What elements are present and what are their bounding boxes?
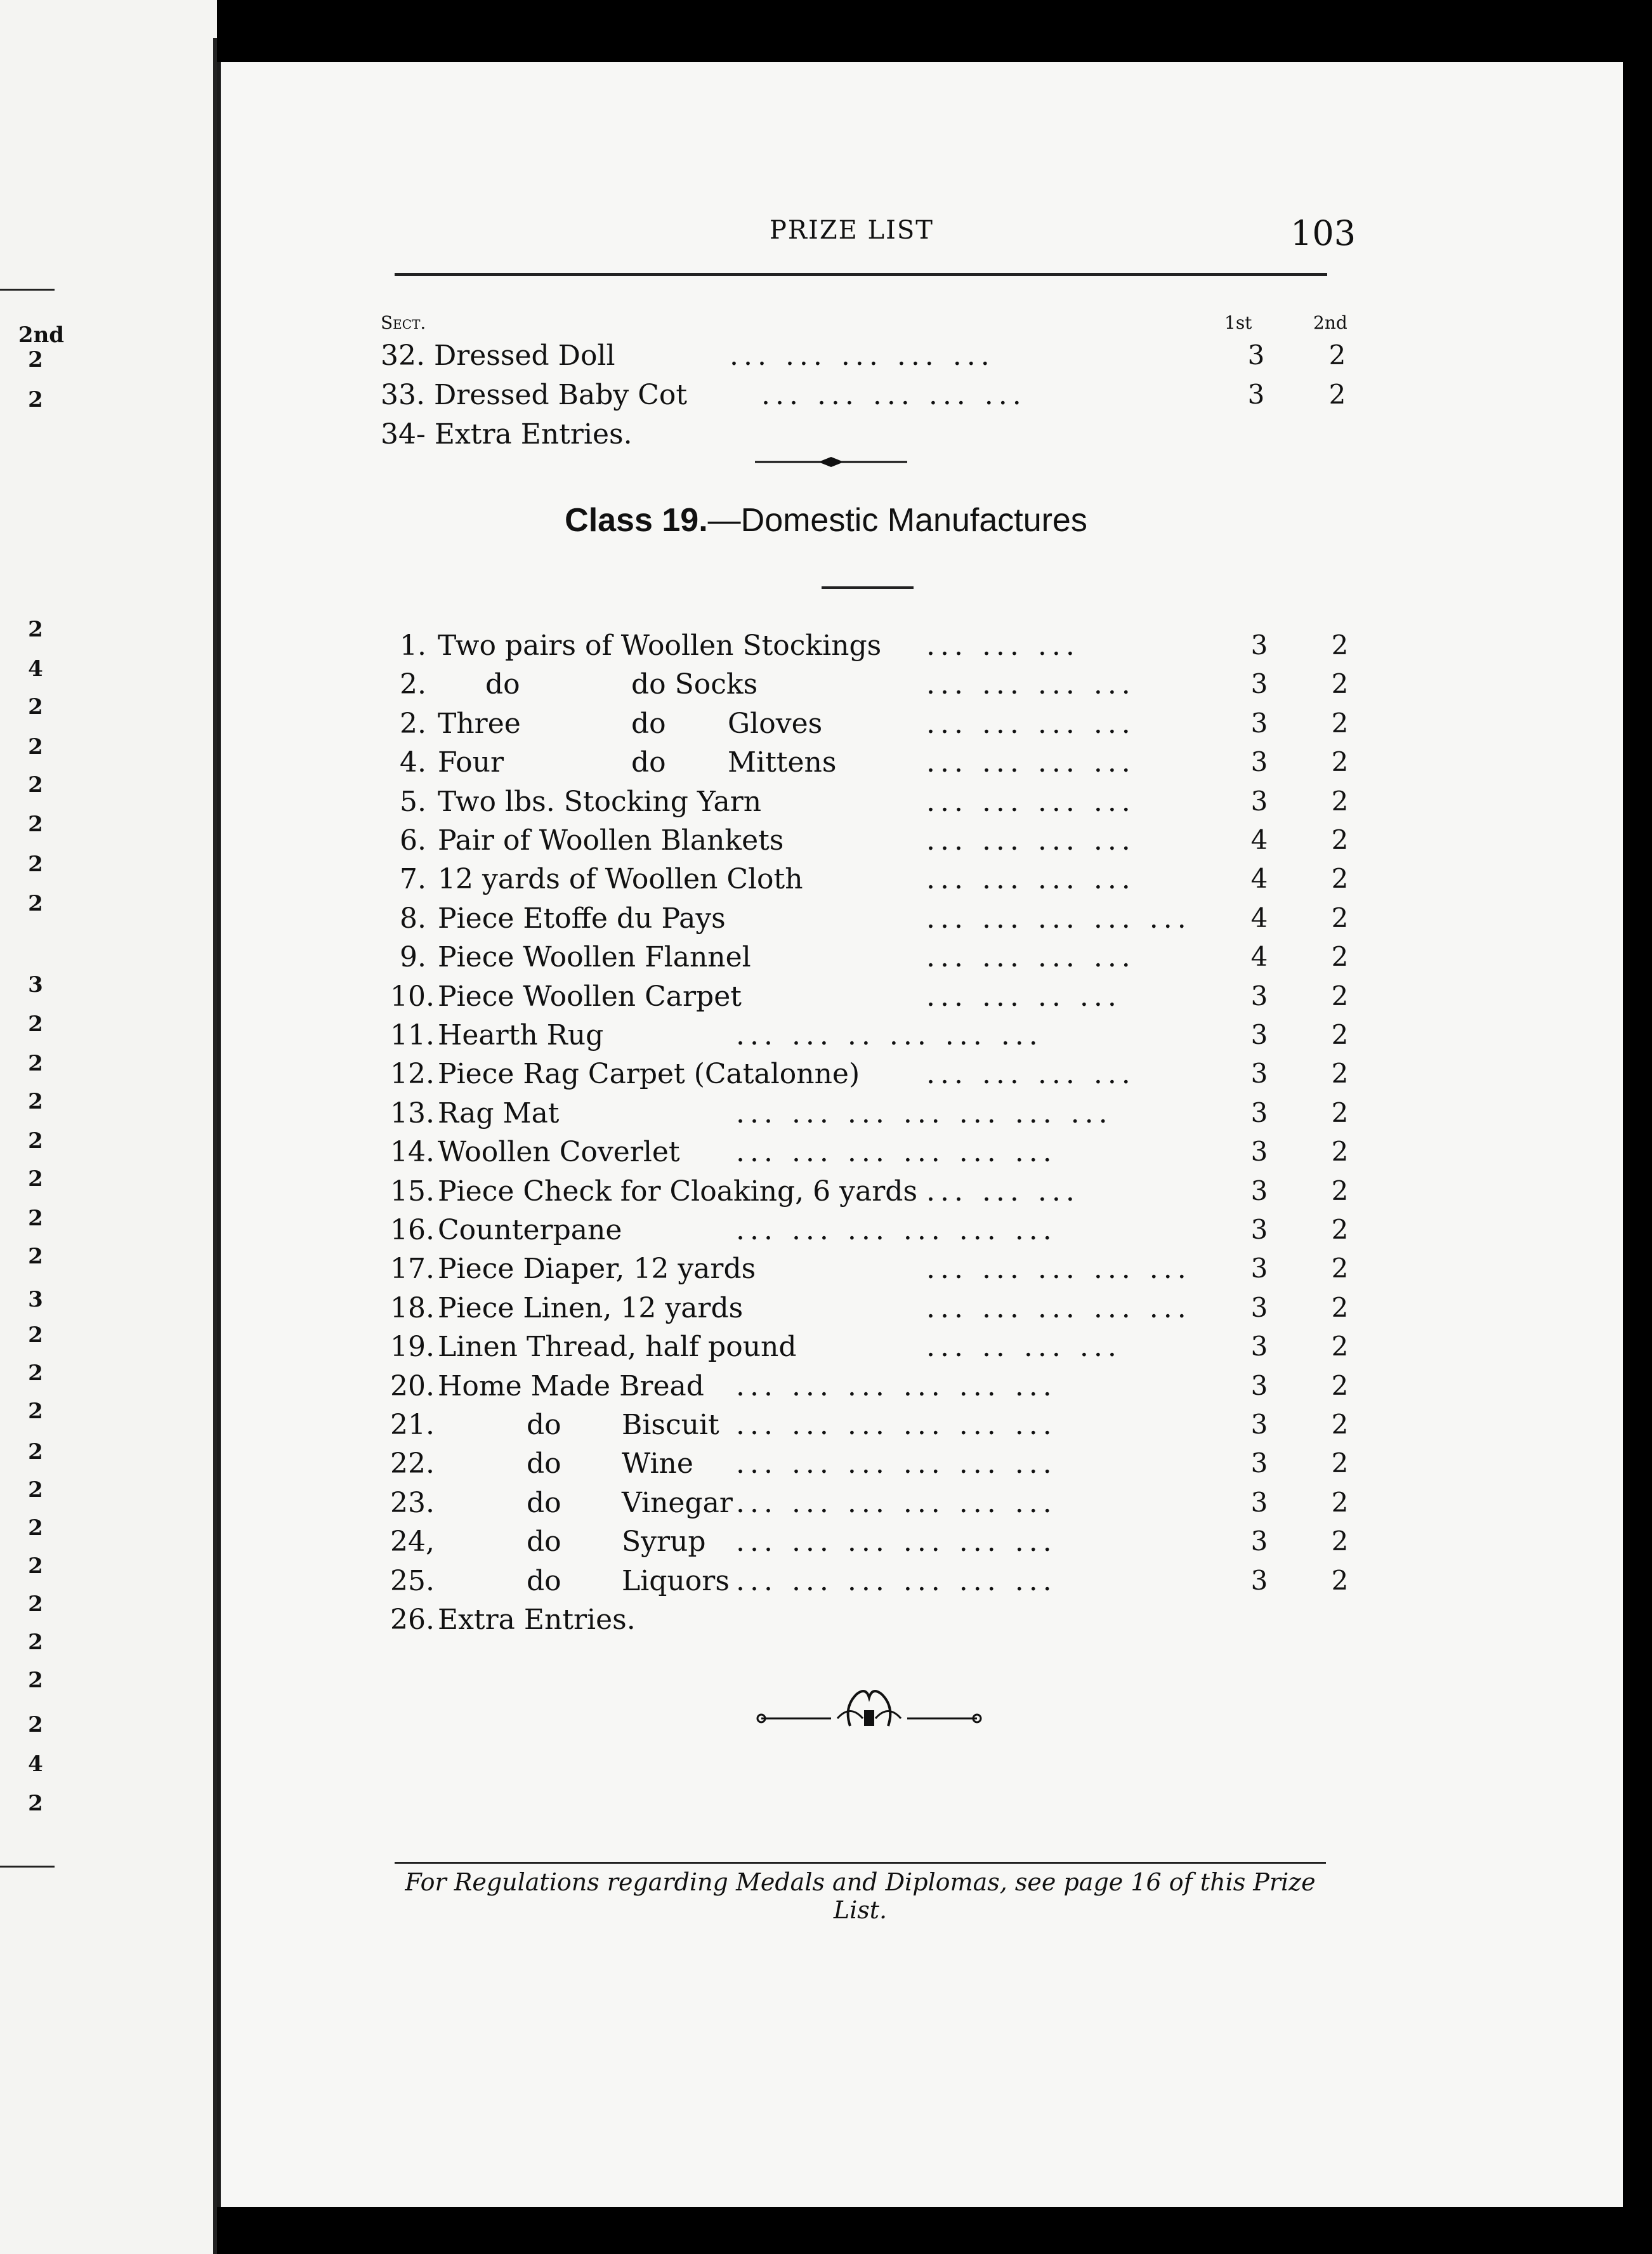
strip-value: 2 bbox=[28, 1630, 43, 1655]
prize-first: 3 bbox=[1250, 1291, 1268, 1323]
item-number: 1. bbox=[400, 629, 426, 662]
strip-value: 2 bbox=[28, 1089, 43, 1114]
table-row bbox=[381, 1370, 1364, 1408]
strip-value: 2 bbox=[28, 1206, 43, 1231]
strip-value: 2 bbox=[28, 1399, 43, 1424]
strip-value: 2 bbox=[28, 1166, 43, 1192]
prize-first: 4 bbox=[1250, 824, 1268, 855]
table-row bbox=[381, 1097, 1364, 1135]
table-row bbox=[381, 668, 1364, 706]
item-number: 25. bbox=[390, 1564, 435, 1597]
item-name: Hearth Rug bbox=[438, 1019, 604, 1051]
item-number: 14. bbox=[390, 1136, 435, 1169]
table-row bbox=[381, 1331, 1364, 1369]
item-leader-dots: ... ... ... ... bbox=[926, 824, 1136, 857]
strip-value: 3 bbox=[28, 1287, 43, 1312]
prize-second: 2 bbox=[1331, 1291, 1349, 1323]
item-leader-dots: ... ... ... ... ... ... bbox=[736, 1409, 1057, 1441]
item-leader-dots: ... ... ... ... bbox=[926, 941, 1136, 974]
prize-second: 2 bbox=[1331, 707, 1349, 739]
prize-first: 3 bbox=[1250, 1447, 1268, 1479]
prize-second: 2 bbox=[1331, 1369, 1349, 1401]
prize-first: 3 bbox=[1250, 1409, 1268, 1440]
item-text: 33. Dressed Baby Cot bbox=[381, 379, 688, 411]
strip-value: 2 bbox=[28, 1244, 43, 1269]
divider-ornament bbox=[755, 454, 907, 470]
item-leader-dots: ... ... ... bbox=[926, 629, 1080, 662]
item-ditto: do bbox=[527, 1486, 561, 1519]
strip-value: 2 bbox=[28, 1322, 43, 1348]
item-number: 21. bbox=[390, 1409, 435, 1441]
table-row bbox=[381, 1214, 1364, 1252]
prize-first: 3 bbox=[1250, 1058, 1268, 1090]
strip-value: 4 bbox=[28, 656, 43, 682]
item-leader-dots: ... ... ... ... ... ... bbox=[736, 1564, 1057, 1597]
prize-first: 3 bbox=[1250, 1486, 1268, 1518]
item-name: Three bbox=[438, 707, 521, 740]
table-row bbox=[381, 746, 1364, 784]
item-leader-dots: ... ... .. ... bbox=[926, 980, 1122, 1013]
item-name: Woollen Coverlet bbox=[438, 1136, 680, 1169]
strip-value: 2 bbox=[28, 1592, 43, 1617]
prize-first: 4 bbox=[1250, 902, 1268, 933]
item-number: 9. bbox=[400, 941, 426, 974]
strip-value: 4 bbox=[28, 1751, 43, 1777]
item-leader-dots: ... ... ... ... ... ... bbox=[736, 1486, 1057, 1519]
prize-first: 3 bbox=[1250, 1136, 1268, 1168]
item-type: Vinegar bbox=[622, 1486, 733, 1519]
prize-second: 2 bbox=[1331, 1058, 1349, 1090]
prize-second: 2 bbox=[1331, 1486, 1349, 1518]
left-page-strip bbox=[0, 0, 217, 2254]
item-number: 5. bbox=[400, 785, 426, 818]
strip-value: 2 bbox=[28, 891, 43, 916]
item-number: 7. bbox=[400, 863, 426, 896]
table-row bbox=[381, 1019, 1364, 1057]
item-leader-dots: ... ... ... ... ... ... ... bbox=[736, 1097, 1113, 1130]
item-name: Piece Diaper, 12 yards bbox=[438, 1253, 756, 1286]
strip-value: 2 bbox=[28, 852, 43, 877]
table-row bbox=[381, 1253, 1364, 1291]
item-number: 17. bbox=[390, 1253, 435, 1286]
column-header-second: 2nd bbox=[1313, 312, 1347, 333]
item-name: 12 yards of Woollen Cloth bbox=[438, 863, 803, 896]
prize-second: 2 bbox=[1331, 1214, 1349, 1245]
prize-second: 2 bbox=[1331, 1409, 1349, 1440]
item-number: 12. bbox=[390, 1058, 435, 1091]
strip-value: 2 bbox=[28, 1553, 43, 1579]
item-leader-dots: ... ... ... ... bbox=[926, 668, 1136, 701]
table-row bbox=[381, 1058, 1364, 1096]
table-row bbox=[381, 1604, 1364, 1642]
item-type: Syrup bbox=[622, 1526, 706, 1559]
table-row bbox=[381, 786, 1364, 824]
table-row bbox=[381, 1136, 1364, 1174]
column-header-first: 1st bbox=[1224, 312, 1252, 333]
prize-second: 2 bbox=[1328, 339, 1346, 371]
prize-first: 3 bbox=[1250, 668, 1268, 700]
strip-value: 2 bbox=[28, 1051, 43, 1076]
table-row bbox=[381, 1175, 1364, 1213]
item-leader-dots: ... ... ... ... ... bbox=[730, 339, 995, 372]
strip-column-heading: 2nd bbox=[18, 322, 65, 348]
item-type: Mittens bbox=[728, 746, 837, 779]
prize-first: 3 bbox=[1250, 707, 1268, 739]
item-ditto: do bbox=[527, 1447, 561, 1480]
item-name: Four bbox=[438, 746, 504, 779]
item-text: 34- Extra Entries. bbox=[381, 418, 633, 451]
page-number: 103 bbox=[1290, 213, 1356, 253]
prize-second: 2 bbox=[1331, 1136, 1349, 1168]
prize-second: 2 bbox=[1331, 824, 1349, 855]
item-leader-dots: ... ... ... bbox=[926, 1175, 1080, 1208]
item-leader-dots: ... ... ... ... bbox=[926, 863, 1136, 896]
prize-second: 2 bbox=[1331, 746, 1349, 778]
item-ditto: do bbox=[527, 1526, 561, 1559]
table-row bbox=[381, 708, 1364, 746]
table-row bbox=[381, 1526, 1364, 1564]
prize-second: 2 bbox=[1331, 1331, 1349, 1362]
prize-first: 3 bbox=[1250, 1019, 1268, 1050]
prize-second: 2 bbox=[1331, 1526, 1349, 1557]
item-text: 32. Dressed Doll bbox=[381, 339, 615, 372]
column-header-sect: Sect. bbox=[381, 312, 426, 333]
table-row bbox=[381, 1487, 1364, 1525]
item-number: 26. bbox=[390, 1604, 435, 1636]
item-ditto: do bbox=[485, 668, 520, 701]
item-type: Liquors bbox=[622, 1564, 730, 1597]
strip-value: 2 bbox=[28, 1668, 43, 1693]
item-number: 10. bbox=[390, 980, 435, 1013]
item-leader-dots: ... ... ... ... ... bbox=[926, 1291, 1191, 1324]
strip-value: 3 bbox=[28, 972, 43, 998]
item-ditto: do bbox=[527, 1564, 561, 1597]
table-row bbox=[381, 1447, 1364, 1486]
prize-second: 2 bbox=[1331, 902, 1349, 933]
item-leader-dots: ... ... ... ... ... bbox=[926, 1253, 1191, 1286]
table-row bbox=[381, 902, 1364, 940]
prize-first: 3 bbox=[1250, 785, 1268, 817]
strip-bottom-rule bbox=[0, 1866, 55, 1868]
prize-second: 2 bbox=[1331, 668, 1349, 700]
item-name: Piece Rag Carpet (Catalonne) bbox=[438, 1058, 860, 1091]
prize-second: 2 bbox=[1331, 1447, 1349, 1479]
prize-second: 2 bbox=[1331, 629, 1349, 661]
prize-first: 4 bbox=[1250, 941, 1268, 973]
prize-first: 3 bbox=[1250, 1526, 1268, 1557]
table-row bbox=[381, 980, 1364, 1018]
item-number: 22. bbox=[390, 1447, 435, 1480]
prize-first: 3 bbox=[1250, 1253, 1268, 1284]
item-number: 23. bbox=[390, 1486, 435, 1519]
item-number: 19. bbox=[390, 1331, 435, 1364]
strip-value: 2 bbox=[28, 1012, 43, 1037]
item-leader-dots: ... ... ... ... ... ... bbox=[736, 1136, 1057, 1169]
prize-first: 3 bbox=[1247, 339, 1265, 371]
flourish-ornament bbox=[755, 1682, 983, 1732]
prize-first: 3 bbox=[1250, 1331, 1268, 1362]
table-row bbox=[381, 863, 1364, 901]
item-name: Piece Woollen Flannel bbox=[438, 941, 751, 974]
prize-second: 2 bbox=[1331, 1019, 1349, 1050]
prize-second: 2 bbox=[1328, 379, 1346, 410]
prize-first: 3 bbox=[1250, 629, 1268, 661]
table-row bbox=[381, 824, 1364, 862]
item-number: 6. bbox=[400, 824, 426, 857]
strip-value: 2 bbox=[28, 694, 43, 720]
item-leader-dots: ... ... ... ... ... ... bbox=[736, 1447, 1057, 1480]
item-type: Gloves bbox=[728, 707, 823, 740]
item-leader-dots: ... ... ... ... ... ... bbox=[736, 1369, 1057, 1402]
item-number: 15. bbox=[390, 1175, 435, 1208]
item-number: 13. bbox=[390, 1097, 435, 1130]
running-header: PRIZE LIST bbox=[770, 216, 934, 245]
prize-first: 3 bbox=[1247, 379, 1265, 410]
item-name: Two lbs. Stocking Yarn bbox=[438, 785, 762, 818]
table-row bbox=[381, 1409, 1364, 1447]
item-name: Piece Etoffe du Pays bbox=[438, 902, 726, 935]
item-number: 8. bbox=[400, 902, 426, 935]
item-type: Biscuit bbox=[622, 1409, 719, 1441]
item-leader-dots: ... ... ... ... bbox=[926, 1058, 1136, 1091]
item-name: Piece Check for Cloaking, 6 yards bbox=[438, 1175, 918, 1208]
prize-second: 2 bbox=[1331, 1253, 1349, 1284]
prize-second: 2 bbox=[1331, 1564, 1349, 1596]
class-label: Class 19. bbox=[565, 502, 708, 539]
item-leader-dots: ... ... .. ... ... ... bbox=[736, 1019, 1043, 1051]
item-name: Rag Mat bbox=[438, 1097, 560, 1130]
item-number: 2. bbox=[400, 668, 426, 701]
strip-value: 2 bbox=[28, 617, 43, 642]
item-name: Piece Linen, 12 yards bbox=[438, 1291, 744, 1324]
item-ditto: do bbox=[631, 746, 666, 779]
prize-second: 2 bbox=[1331, 863, 1349, 895]
item-leader-dots: ... ... ... ... ... ... bbox=[736, 1214, 1057, 1246]
item-name: Two pairs of Woollen Stockings bbox=[438, 629, 882, 662]
item-leader-dots: ... ... ... ... bbox=[926, 707, 1136, 740]
list-item bbox=[381, 379, 1364, 417]
strip-value: 2 bbox=[28, 1712, 43, 1737]
item-number: 20. bbox=[390, 1369, 435, 1402]
strip-top-rule bbox=[0, 289, 55, 291]
item-name: Pair of Woollen Blankets bbox=[438, 824, 784, 857]
item-name: Linen Thread, half pound bbox=[438, 1331, 797, 1364]
footer-rule bbox=[395, 1862, 1326, 1864]
item-type: Wine bbox=[622, 1447, 693, 1480]
strip-value: 2 bbox=[28, 812, 43, 837]
list-item bbox=[381, 339, 1364, 378]
class-heading bbox=[0, 501, 1652, 539]
strip-value: 2 bbox=[28, 347, 43, 372]
item-leader-dots: ... ... ... ... ... bbox=[926, 902, 1191, 935]
item-leader-dots: ... ... ... ... ... ... bbox=[736, 1526, 1057, 1559]
strip-value: 2 bbox=[28, 1439, 43, 1465]
header-rule bbox=[395, 273, 1327, 276]
prize-first: 3 bbox=[1250, 746, 1268, 778]
item-number: 18. bbox=[390, 1291, 435, 1324]
class-dash: — bbox=[707, 502, 741, 539]
item-name: Piece Woollen Carpet bbox=[438, 980, 742, 1013]
item-number: 24, bbox=[390, 1526, 435, 1559]
item-name: Counterpane bbox=[438, 1214, 622, 1246]
prize-first: 4 bbox=[1250, 863, 1268, 895]
footer-note: For Regulations regarding Medals and Diplomas, see page 16 of this Prize List. bbox=[405, 1868, 1316, 1924]
prize-first: 3 bbox=[1250, 1369, 1268, 1401]
item-number: 4. bbox=[400, 746, 426, 779]
prize-first: 3 bbox=[1250, 1214, 1268, 1245]
item-leader-dots: ... ... ... ... bbox=[926, 746, 1136, 779]
item-ditto: do bbox=[631, 707, 666, 740]
table-row bbox=[381, 1565, 1364, 1603]
prize-first: 3 bbox=[1250, 1175, 1268, 1206]
strip-value: 2 bbox=[28, 1128, 43, 1154]
prize-first: 3 bbox=[1250, 1564, 1268, 1596]
strip-value: 2 bbox=[28, 1477, 43, 1503]
strip-value: 2 bbox=[28, 1361, 43, 1386]
prize-second: 2 bbox=[1331, 1097, 1349, 1128]
item-leader-dots: ... .. ... ... bbox=[926, 1331, 1122, 1364]
table-row bbox=[381, 941, 1364, 979]
item-type: do Socks bbox=[631, 668, 758, 701]
class-name: Domestic Manufactures bbox=[740, 502, 1087, 539]
strip-value: 2 bbox=[28, 387, 43, 412]
item-leader-dots: ... ... ... ... ... bbox=[761, 379, 1026, 411]
strip-value: 2 bbox=[28, 734, 43, 760]
prize-first: 3 bbox=[1250, 980, 1268, 1012]
item-name: Extra Entries. bbox=[438, 1604, 636, 1636]
strip-value: 2 bbox=[28, 1515, 43, 1541]
table-row bbox=[381, 629, 1364, 668]
list-item bbox=[381, 418, 1364, 456]
item-number: 16. bbox=[390, 1214, 435, 1246]
item-number: 11. bbox=[390, 1019, 435, 1051]
strip-value: 2 bbox=[28, 1791, 43, 1816]
item-leader-dots: ... ... ... ... bbox=[926, 785, 1136, 818]
prize-second: 2 bbox=[1331, 941, 1349, 973]
prize-second: 2 bbox=[1331, 1175, 1349, 1206]
prize-second: 2 bbox=[1331, 785, 1349, 817]
table-row bbox=[381, 1292, 1364, 1330]
item-number: 2. bbox=[400, 707, 426, 740]
item-name: Home Made Bread bbox=[438, 1369, 704, 1402]
strip-value: 2 bbox=[28, 772, 43, 798]
prize-second: 2 bbox=[1331, 980, 1349, 1012]
item-ditto: do bbox=[527, 1409, 561, 1441]
class-underline bbox=[822, 586, 914, 589]
prize-first: 3 bbox=[1250, 1097, 1268, 1128]
